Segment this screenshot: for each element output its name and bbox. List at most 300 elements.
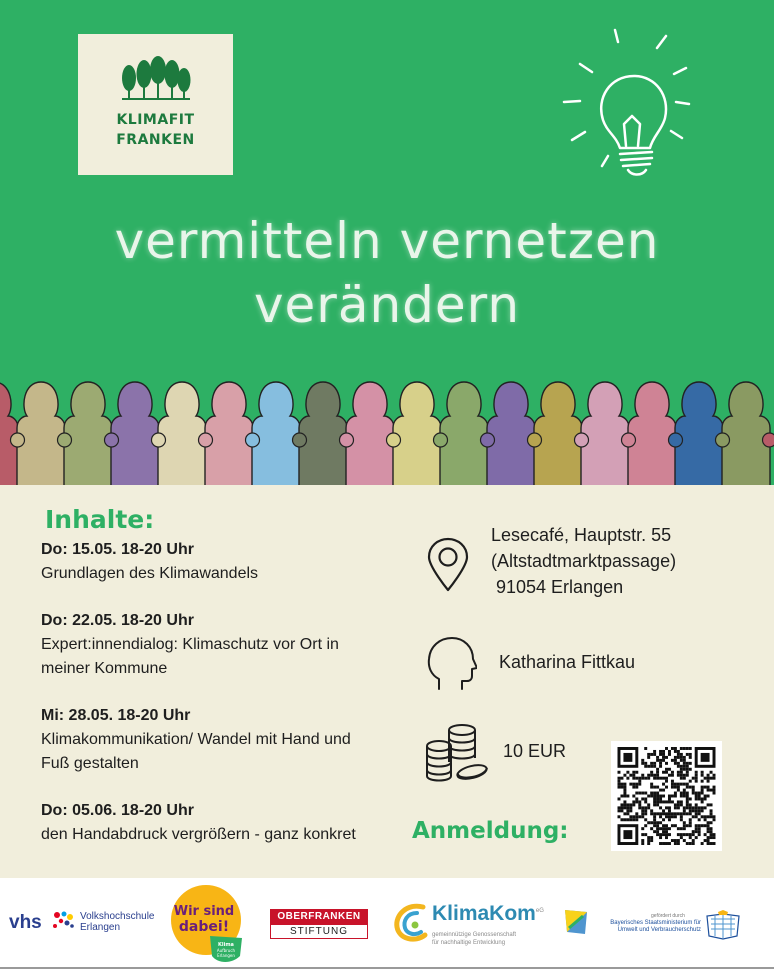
qr-module: [659, 842, 662, 845]
qr-module: [653, 774, 656, 777]
qr-module: [710, 830, 713, 833]
vhs-name: [80, 911, 155, 933]
qr-module: [662, 800, 665, 803]
qr-module: [662, 842, 665, 845]
qr-module: [674, 750, 677, 753]
qr-module: [692, 839, 695, 842]
qr-module: [686, 786, 689, 789]
qr-module: [689, 818, 692, 821]
qr-module: [680, 795, 683, 798]
puzzle-person: [299, 382, 347, 486]
qr-module: [638, 792, 641, 795]
qr-module: [626, 771, 629, 774]
qr-module: [710, 789, 713, 792]
qr-module: [683, 812, 686, 815]
qr-module: [680, 803, 683, 806]
qr-module: [656, 759, 659, 762]
qr-module: [680, 815, 683, 818]
qr-module: [695, 809, 698, 812]
klimakom-name-text: KlimaKom: [432, 902, 536, 925]
qr-module: [671, 783, 674, 786]
qr-module: [683, 809, 686, 812]
qr-module: [650, 783, 653, 786]
qr-module: [683, 821, 686, 824]
qr-module: [629, 783, 632, 786]
qr-module: [674, 824, 677, 827]
qr-module: [710, 815, 713, 818]
event-topic: Grundlagen des Klimawandels: [41, 565, 259, 582]
qr-module: [650, 774, 653, 777]
lightbulb-icon: [558, 28, 698, 178]
qr-module: [662, 771, 665, 774]
qr-module: [668, 827, 671, 830]
puzzle-person: [64, 382, 112, 486]
qr-module: [653, 762, 656, 765]
qr-module: [674, 792, 677, 795]
qr-module: [656, 812, 659, 815]
puzzle-person: [628, 382, 676, 486]
qr-module: [680, 800, 683, 803]
qr-module: [638, 815, 641, 818]
qr-module: [686, 833, 689, 836]
qr-module: [618, 786, 621, 789]
qr-module: [680, 774, 683, 777]
qr-module: [618, 806, 621, 809]
qr-module: [689, 797, 692, 800]
qr-module: [653, 812, 656, 815]
qr-module: [653, 821, 656, 824]
qr-module: [686, 842, 689, 845]
logo-text-line2: FRANKEN: [116, 132, 195, 148]
qr-module: [662, 750, 665, 753]
qr-module: [689, 803, 692, 806]
qr-module: [641, 759, 644, 762]
qr-module: [650, 795, 653, 798]
qr-module: [659, 821, 662, 824]
qr-module: [677, 753, 680, 756]
qr-module: [692, 815, 695, 818]
wir-sind-dabei-logo: [170, 884, 246, 964]
location-line1: Lesecafé, Hauptstr. 55: [491, 525, 672, 545]
qr-module: [647, 836, 650, 839]
event-item: [41, 704, 371, 776]
qr-module: [650, 836, 653, 839]
headline-line1: vermitteln vernetzen: [114, 212, 660, 270]
qr-module: [671, 795, 674, 798]
qr-module: [638, 783, 641, 786]
qr-module: [698, 833, 701, 836]
qr-module: [674, 762, 677, 765]
qr-module: [629, 809, 632, 812]
puzzle-knob: [528, 433, 542, 447]
qr-module: [638, 803, 641, 806]
qr-module: [683, 747, 686, 750]
qr-module: [704, 824, 707, 827]
qr-module: [695, 827, 698, 830]
qr-module: [677, 803, 680, 806]
qr-module: [632, 771, 635, 774]
qr-module: [698, 812, 701, 815]
qr-module: [632, 777, 635, 780]
qr-module: [653, 753, 656, 756]
qr-module: [629, 803, 632, 806]
qr-module: [647, 803, 650, 806]
puzzle-knob: [152, 433, 166, 447]
qr-module: [635, 783, 638, 786]
qr-module: [686, 747, 689, 750]
qr-module: [635, 812, 638, 815]
puzzle-knob: [575, 433, 589, 447]
qr-module: [692, 833, 695, 836]
qr-module: [638, 806, 641, 809]
qr-module: [656, 768, 659, 771]
qr-module: [707, 821, 710, 824]
qr-module: [686, 800, 689, 803]
qr-module: [656, 800, 659, 803]
qr-module: [659, 753, 662, 756]
qr-module: [647, 842, 650, 845]
qr-module: [713, 774, 716, 777]
qr-module: [677, 812, 680, 815]
event-date: Do: 22.05. 18-20 Uhr: [41, 612, 194, 629]
qr-module: [656, 833, 659, 836]
qr-module: [653, 786, 656, 789]
qr-module: [713, 836, 716, 839]
ofs-top-text: OBERFRANKEN: [270, 909, 368, 924]
qr-module: [618, 777, 621, 780]
qr-module: [635, 815, 638, 818]
qr-module: [680, 759, 683, 762]
qr-module: [656, 756, 659, 759]
event-date: Mi: 28.05. 18-20 Uhr: [41, 707, 191, 724]
qr-module: [677, 786, 680, 789]
qr-module: [665, 830, 668, 833]
qr-module: [710, 821, 713, 824]
qr-module: [641, 762, 644, 765]
qr-module: [635, 818, 638, 821]
qr-module: [659, 833, 662, 836]
qr-module: [647, 765, 650, 768]
qr-module: [698, 830, 701, 833]
qr-module: [656, 777, 659, 780]
qr-module: [704, 833, 707, 836]
qr-module: [674, 815, 677, 818]
qr-module: [659, 750, 662, 753]
qr-module: [665, 768, 668, 771]
qr-module: [659, 827, 662, 830]
qr-module: [686, 792, 689, 795]
qr-module: [641, 774, 644, 777]
qr-module: [662, 818, 665, 821]
qr-module: [689, 812, 692, 815]
qr-module: [683, 789, 686, 792]
qr-module: [671, 824, 674, 827]
qr-module: [692, 789, 695, 792]
puzzle-person: [205, 382, 253, 486]
qr-module: [674, 786, 677, 789]
qr-module: [665, 842, 668, 845]
logo-text-line1: KLIMAFIT: [116, 112, 195, 128]
qr-module: [650, 792, 653, 795]
bavarian-ministry-name: [593, 920, 701, 934]
puzzle-person: [581, 382, 629, 486]
qr-module: [638, 777, 641, 780]
qr-module: [626, 812, 629, 815]
qr-module: [623, 800, 626, 803]
qr-module: [701, 809, 704, 812]
location-line2: (Altstadtmarktpassage): [491, 551, 677, 571]
qr-module: [680, 777, 683, 780]
qr-module: [650, 762, 653, 765]
qr-module: [698, 809, 701, 812]
qr-module: [671, 747, 674, 750]
klimakom-logo-icon: [393, 901, 431, 943]
qr-module: [686, 812, 689, 815]
qr-module: [689, 786, 692, 789]
qr-module: [701, 842, 704, 845]
qr-module: [704, 795, 707, 798]
bavarian-coat-of-arms-icon: [703, 910, 743, 940]
qr-module: [674, 756, 677, 759]
anmeldung-label: Anmeldung:: [412, 818, 569, 844]
puzzle-knob: [58, 433, 72, 447]
trees-icon: [120, 56, 192, 108]
qr-module: [668, 833, 671, 836]
qr-module: [632, 800, 635, 803]
qr-module: [665, 833, 668, 836]
qr-module: [707, 842, 710, 845]
puzzle-knob: [434, 433, 448, 447]
qr-module: [668, 818, 671, 821]
info-section: [0, 485, 774, 878]
qr-module: [641, 827, 644, 830]
qr-module: [641, 812, 644, 815]
qr-module: [707, 789, 710, 792]
qr-module: [698, 795, 701, 798]
qr-module: [713, 777, 716, 780]
qr-module: [623, 789, 626, 792]
qr-module: [701, 774, 704, 777]
qr-module: [650, 765, 653, 768]
qr-module: [689, 747, 692, 750]
qr-module: [668, 800, 671, 803]
qr-module: [662, 827, 665, 830]
qr-module: [647, 756, 650, 759]
qr-module: [680, 765, 683, 768]
qr-module: [662, 795, 665, 798]
qr-module: [632, 786, 635, 789]
qr-module: [671, 839, 674, 842]
qr-module: [689, 809, 692, 812]
puzzle-person: [675, 382, 723, 486]
qr-module: [647, 795, 650, 798]
location-pin-icon: [425, 537, 471, 593]
location-line3: 91054 Erlangen: [496, 577, 624, 597]
registration-qr-code[interactable]: [611, 741, 722, 851]
qr-module: [659, 797, 662, 800]
qr-module: [618, 780, 621, 783]
bavaria-lozenge-icon: [563, 908, 589, 936]
qr-module: [701, 815, 704, 818]
qr-module: [644, 797, 647, 800]
qr-module: [656, 827, 659, 830]
qr-module: [692, 842, 695, 845]
qr-module: [677, 771, 680, 774]
qr-module: [623, 795, 626, 798]
qr-module: [626, 803, 629, 806]
qr-module: [632, 818, 635, 821]
qr-module: [659, 836, 662, 839]
qr-module: [662, 756, 665, 759]
qr-module: [689, 768, 692, 771]
qr-module: [698, 792, 701, 795]
qr-module: [665, 780, 668, 783]
qr-module: [677, 800, 680, 803]
qr-module: [644, 809, 647, 812]
qr-module: [620, 806, 623, 809]
qr-module: [674, 759, 677, 762]
qr-module: [713, 815, 716, 818]
qr-module: [650, 821, 653, 824]
puzzle-knob: [481, 433, 495, 447]
qr-module: [689, 824, 692, 827]
sponsor-footer: [0, 878, 774, 969]
puzzle-person: [346, 382, 394, 486]
qr-module: [689, 756, 692, 759]
qr-module: [650, 771, 653, 774]
qr-module: [644, 812, 647, 815]
wsd-text-line2: dabei!: [178, 919, 230, 935]
qr-module: [707, 836, 710, 839]
qr-module: [620, 783, 623, 786]
qr-module: [686, 783, 689, 786]
qr-module: [662, 777, 665, 780]
qr-module: [683, 774, 686, 777]
qr-module: [618, 797, 621, 800]
qr-module: [641, 809, 644, 812]
qr-module: [707, 777, 710, 780]
qr-module: [671, 815, 674, 818]
qr-module: [665, 747, 668, 750]
qr-module: [653, 795, 656, 798]
qr-module: [686, 762, 689, 765]
qr-module: [683, 795, 686, 798]
qr-module: [629, 815, 632, 818]
qr-module: [695, 771, 698, 774]
qr-module: [629, 818, 632, 821]
qr-module: [668, 750, 671, 753]
qr-module: [665, 800, 668, 803]
qr-module: [680, 812, 683, 815]
klimakom-subtitle-line1: gemeinnützige Genossenschaft: [432, 932, 517, 938]
qr-module: [707, 815, 710, 818]
qr-module: [683, 792, 686, 795]
qr-module: [653, 750, 656, 753]
qr-module: [668, 812, 671, 815]
klimakom-reg-mark: eG: [535, 908, 544, 914]
qr-module: [677, 750, 680, 753]
vhs-logo-text: vhs: [9, 912, 42, 933]
qr-module: [650, 827, 653, 830]
qr-module: [623, 774, 626, 777]
qr-module: [704, 839, 707, 842]
qr-module: [665, 824, 668, 827]
qr-module: [698, 824, 701, 827]
qr-module: [632, 774, 635, 777]
qr-module: [701, 786, 704, 789]
qr-module: [644, 777, 647, 780]
wsd-text-line1: Wir sind: [173, 904, 235, 919]
qr-module: [641, 839, 644, 842]
qr-module: [710, 771, 713, 774]
qr-module: [662, 809, 665, 812]
qr-module: [668, 797, 671, 800]
qr-module: [668, 795, 671, 798]
qr-module: [662, 759, 665, 762]
puzzle-knob: [622, 433, 636, 447]
qr-module: [629, 774, 632, 777]
coins-icon: [424, 722, 490, 784]
qr-module: [695, 836, 698, 839]
qr-module: [623, 818, 626, 821]
puzzle-knob: [105, 433, 119, 447]
qr-module: [647, 774, 650, 777]
qr-module: [656, 792, 659, 795]
qr-module: [665, 812, 668, 815]
qr-module: [623, 792, 626, 795]
qr-module: [665, 806, 668, 809]
qr-module: [638, 800, 641, 803]
puzzle-person: [252, 382, 300, 486]
qr-module: [683, 756, 686, 759]
qr-module: [683, 806, 686, 809]
event-date: Do: 05.06. 18-20 Uhr: [41, 802, 194, 819]
qr-module: [704, 786, 707, 789]
oberfranken-stiftung-logo: [270, 909, 368, 939]
qr-module: [632, 803, 635, 806]
qr-module: [620, 809, 623, 812]
qr-module: [668, 806, 671, 809]
qr-module: [677, 762, 680, 765]
wsd-badge-line3: Erlangen: [217, 953, 235, 958]
qr-module: [686, 753, 689, 756]
qr-module: [659, 789, 662, 792]
qr-module: [677, 789, 680, 792]
qr-module: [683, 783, 686, 786]
qr-module: [623, 786, 626, 789]
qr-module: [674, 812, 677, 815]
qr-module: [707, 774, 710, 777]
qr-module: [692, 792, 695, 795]
qr-module: [665, 777, 668, 780]
qr-module: [644, 792, 647, 795]
qr-module: [695, 806, 698, 809]
qr-module: [635, 797, 638, 800]
qr-module: [662, 824, 665, 827]
qr-module: [644, 818, 647, 821]
qr-module: [626, 818, 629, 821]
qr-module: [710, 836, 713, 839]
qr-module: [647, 753, 650, 756]
qr-module: [686, 771, 689, 774]
qr-module: [668, 774, 671, 777]
qr-module: [680, 827, 683, 830]
qr-module: [656, 830, 659, 833]
qr-module: [662, 830, 665, 833]
qr-module: [710, 803, 713, 806]
puzzle-person: [17, 382, 65, 486]
vhs-logo: [9, 908, 79, 938]
